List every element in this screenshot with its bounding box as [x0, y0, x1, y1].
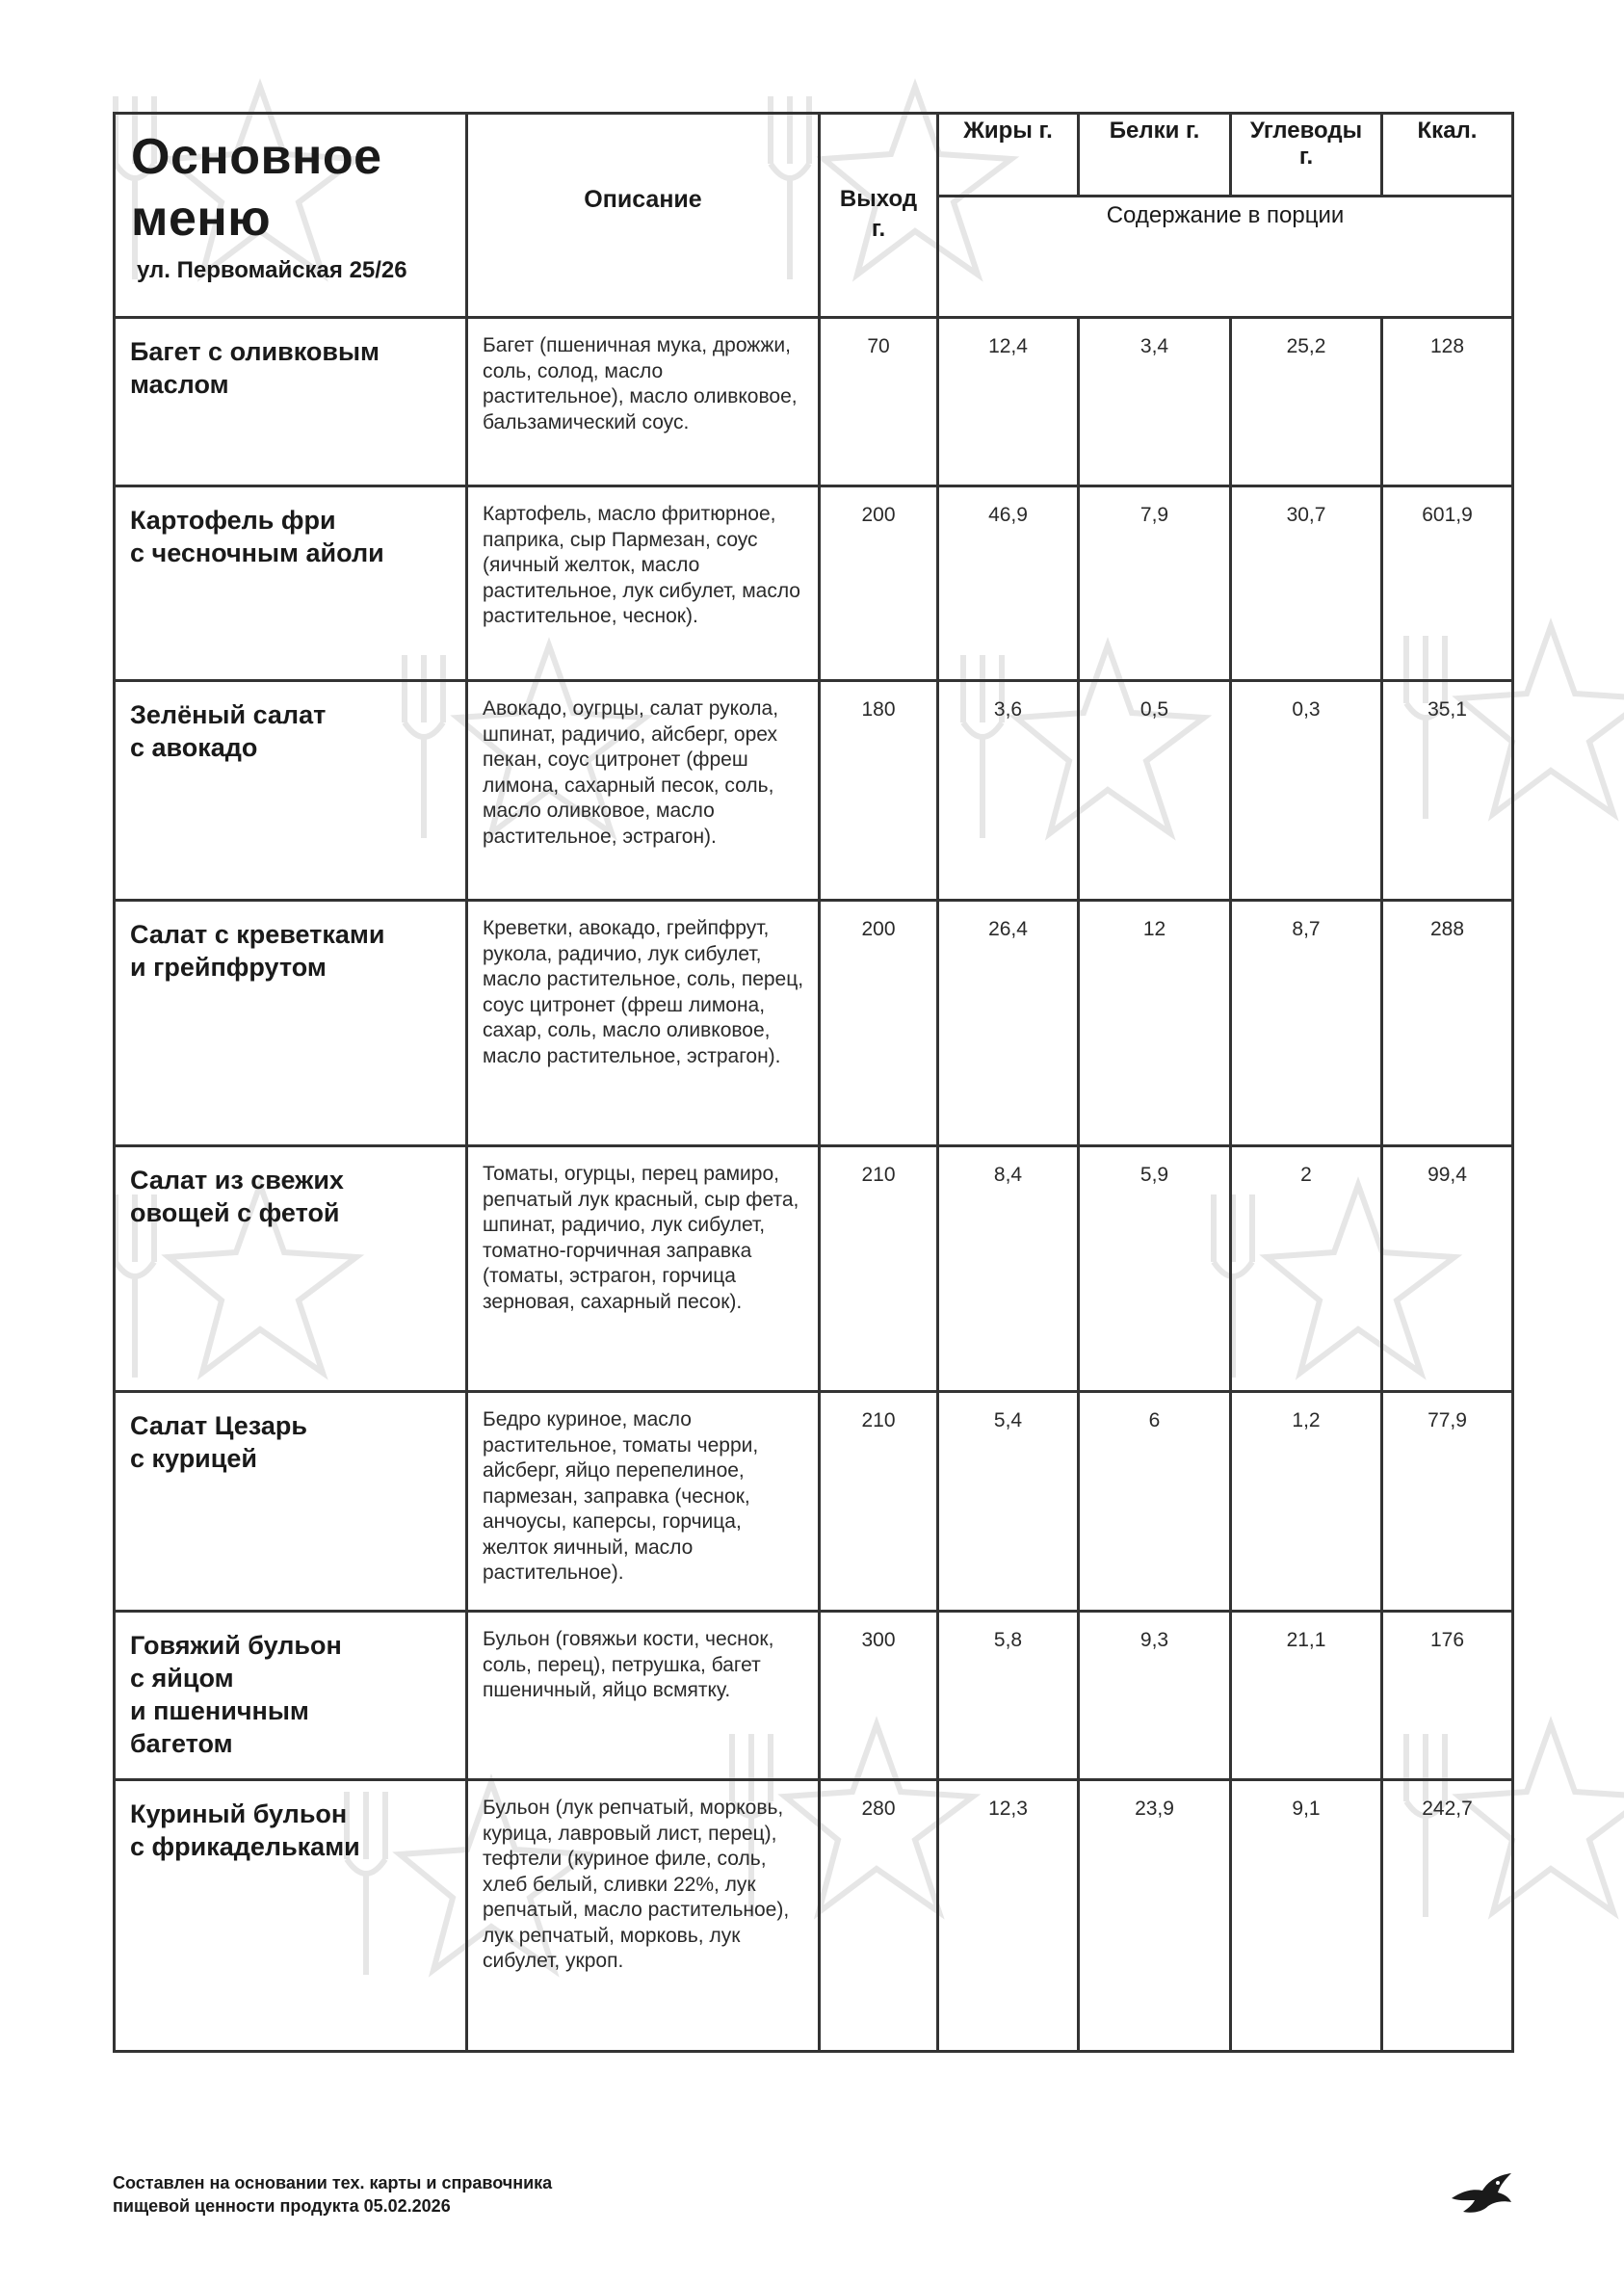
dish-name: Салат Цезарь с курицей [115, 1392, 467, 1612]
dish-fat: 5,4 [938, 1392, 1079, 1612]
footer-note: Составлен на основании тех. карты и справочника пищевой ценности продукта 05.02.2026 [113, 2173, 553, 2216]
header-row [115, 114, 1513, 197]
carbs-header [1231, 114, 1382, 197]
dish-protein: 23,9 [1079, 1780, 1231, 2052]
table-row [115, 1392, 1513, 1612]
dish-fat: 46,9 [938, 486, 1079, 681]
dish-name: Багет с оливковым маслом [115, 318, 467, 486]
dish-output: 280 [820, 1780, 938, 2052]
protein-header: Белки г. [1079, 114, 1231, 197]
dish-name: Куриный бульон с фрикадельками [115, 1780, 467, 2052]
dish-output: 70 [820, 318, 938, 486]
dish-name: Зелёный салат с авокадо [115, 681, 467, 901]
table-row [115, 901, 1513, 1146]
dish-fat: 5,8 [938, 1612, 1079, 1780]
dish-description: Бульон (лук репчатый, морковь, курица, лавровый лист, перец), тефтели (куриное филе, соль, хлеб белый, сливки 22%, лук репчатый, масло растительное), лук репчатый, морковь, лук сибулет, укроп. [467, 1780, 820, 2052]
description-header: Описание [467, 114, 820, 318]
dish-carbs: 8,7 [1231, 901, 1382, 1146]
dish-name: Салат с креветками и грейпфрутом [115, 901, 467, 1146]
dish-carbs: 0,3 [1231, 681, 1382, 901]
portion-header: Содержание в порции [938, 197, 1513, 318]
dish-carbs: 9,1 [1231, 1780, 1382, 2052]
table-row [115, 1780, 1513, 2052]
dish-output: 180 [820, 681, 938, 901]
menu-table [113, 112, 1514, 2053]
carbs-header-label: Углеводы г. [1249, 118, 1363, 170]
bird-logo-icon [1450, 2169, 1513, 2218]
title-cell [115, 114, 467, 318]
dish-kcal: 176 [1382, 1612, 1513, 1780]
dish-protein: 0,5 [1079, 681, 1231, 901]
dish-kcal: 128 [1382, 318, 1513, 486]
dish-kcal: 601,9 [1382, 486, 1513, 681]
dish-kcal: 35,1 [1382, 681, 1513, 901]
table-row [115, 318, 1513, 486]
dish-kcal: 77,9 [1382, 1392, 1513, 1612]
fat-header: Жиры г. [938, 114, 1079, 197]
dish-protein: 3,4 [1079, 318, 1231, 486]
dish-kcal: 242,7 [1382, 1780, 1513, 2052]
dish-fat: 12,3 [938, 1780, 1079, 2052]
dish-description: Авокадо, оугрцы, салат рукола, шпинат, радичио, айсберг, орех пекан, соус цитронет (фреш лимона, сахарный песок, соль, масло оливковое, масло растительное, эстрагон). [467, 681, 820, 901]
dish-fat: 12,4 [938, 318, 1079, 486]
dish-description: Багет (пшеничная мука, дрожжи, соль, солод, масло растительное), масло оливковое, бальзамический соус. [467, 318, 820, 486]
dish-protein: 12 [1079, 901, 1231, 1146]
dish-fat: 3,6 [938, 681, 1079, 901]
dish-description: Картофель, масло фритюрное, паприка, сыр Пармезан, соус (яичный желток, масло растительное, лук сибулет, масло растительное, чеснок). [467, 486, 820, 681]
dish-output: 200 [820, 486, 938, 681]
dish-description: Креветки, авокадо, грейпфрут, рукола, радичио, лук сибулет, масло растительное, соль, перец, соус цитронет (фреш лимона, сахар, соль, масло оливковое, масло растительное, эстрагон). [467, 901, 820, 1146]
dish-output: 210 [820, 1392, 938, 1612]
dish-name: Картофель фри с чесночным айоли [115, 486, 467, 681]
dish-output: 200 [820, 901, 938, 1146]
dish-kcal: 288 [1382, 901, 1513, 1146]
dish-name: Говяжий бульон с яйцом и пшеничным багетом [115, 1612, 467, 1780]
dish-output: 210 [820, 1146, 938, 1392]
dish-protein: 6 [1079, 1392, 1231, 1612]
table-row [115, 1612, 1513, 1780]
table-row [115, 486, 1513, 681]
table-row [115, 1146, 1513, 1392]
dish-description: Бульон (говяжьи кости, чеснок, соль, перец), петрушка, багет пшеничный, яйцо всмятку. [467, 1612, 820, 1780]
address: ул. Первомайская 25/26 [137, 257, 407, 283]
dish-protein: 9,3 [1079, 1612, 1231, 1780]
output-header-label: Выход г. [839, 186, 918, 242]
dish-fat: 8,4 [938, 1146, 1079, 1392]
dish-fat: 26,4 [938, 901, 1079, 1146]
dish-protein: 7,9 [1079, 486, 1231, 681]
output-header [820, 114, 938, 318]
dish-kcal: 99,4 [1382, 1146, 1513, 1392]
dish-carbs: 25,2 [1231, 318, 1382, 486]
dish-description: Бедро куриное, масло растительное, томаты черри, айсберг, яйцо перепелиное, пармезан, заправка (чеснок, анчоусы, каперсы, горчица, желток яичный, масло растительное). [467, 1392, 820, 1612]
page-title: Основное меню [131, 129, 382, 247]
table-row [115, 681, 1513, 901]
dish-name: Салат из свежих овощей с фетой [115, 1146, 467, 1392]
dish-protein: 5,9 [1079, 1146, 1231, 1392]
dish-carbs: 21,1 [1231, 1612, 1382, 1780]
dish-carbs: 2 [1231, 1146, 1382, 1392]
dish-carbs: 30,7 [1231, 486, 1382, 681]
dish-output: 300 [820, 1612, 938, 1780]
dish-description: Томаты, огурцы, перец рамиро, репчатый лук красный, сыр фета, шпинат, радичио, лук сибулет, томатно-горчичная заправка (томаты, эстрагон, горчица зерновая, сахарный песок). [467, 1146, 820, 1392]
dish-carbs: 1,2 [1231, 1392, 1382, 1612]
kcal-header: Ккал. [1382, 114, 1513, 197]
